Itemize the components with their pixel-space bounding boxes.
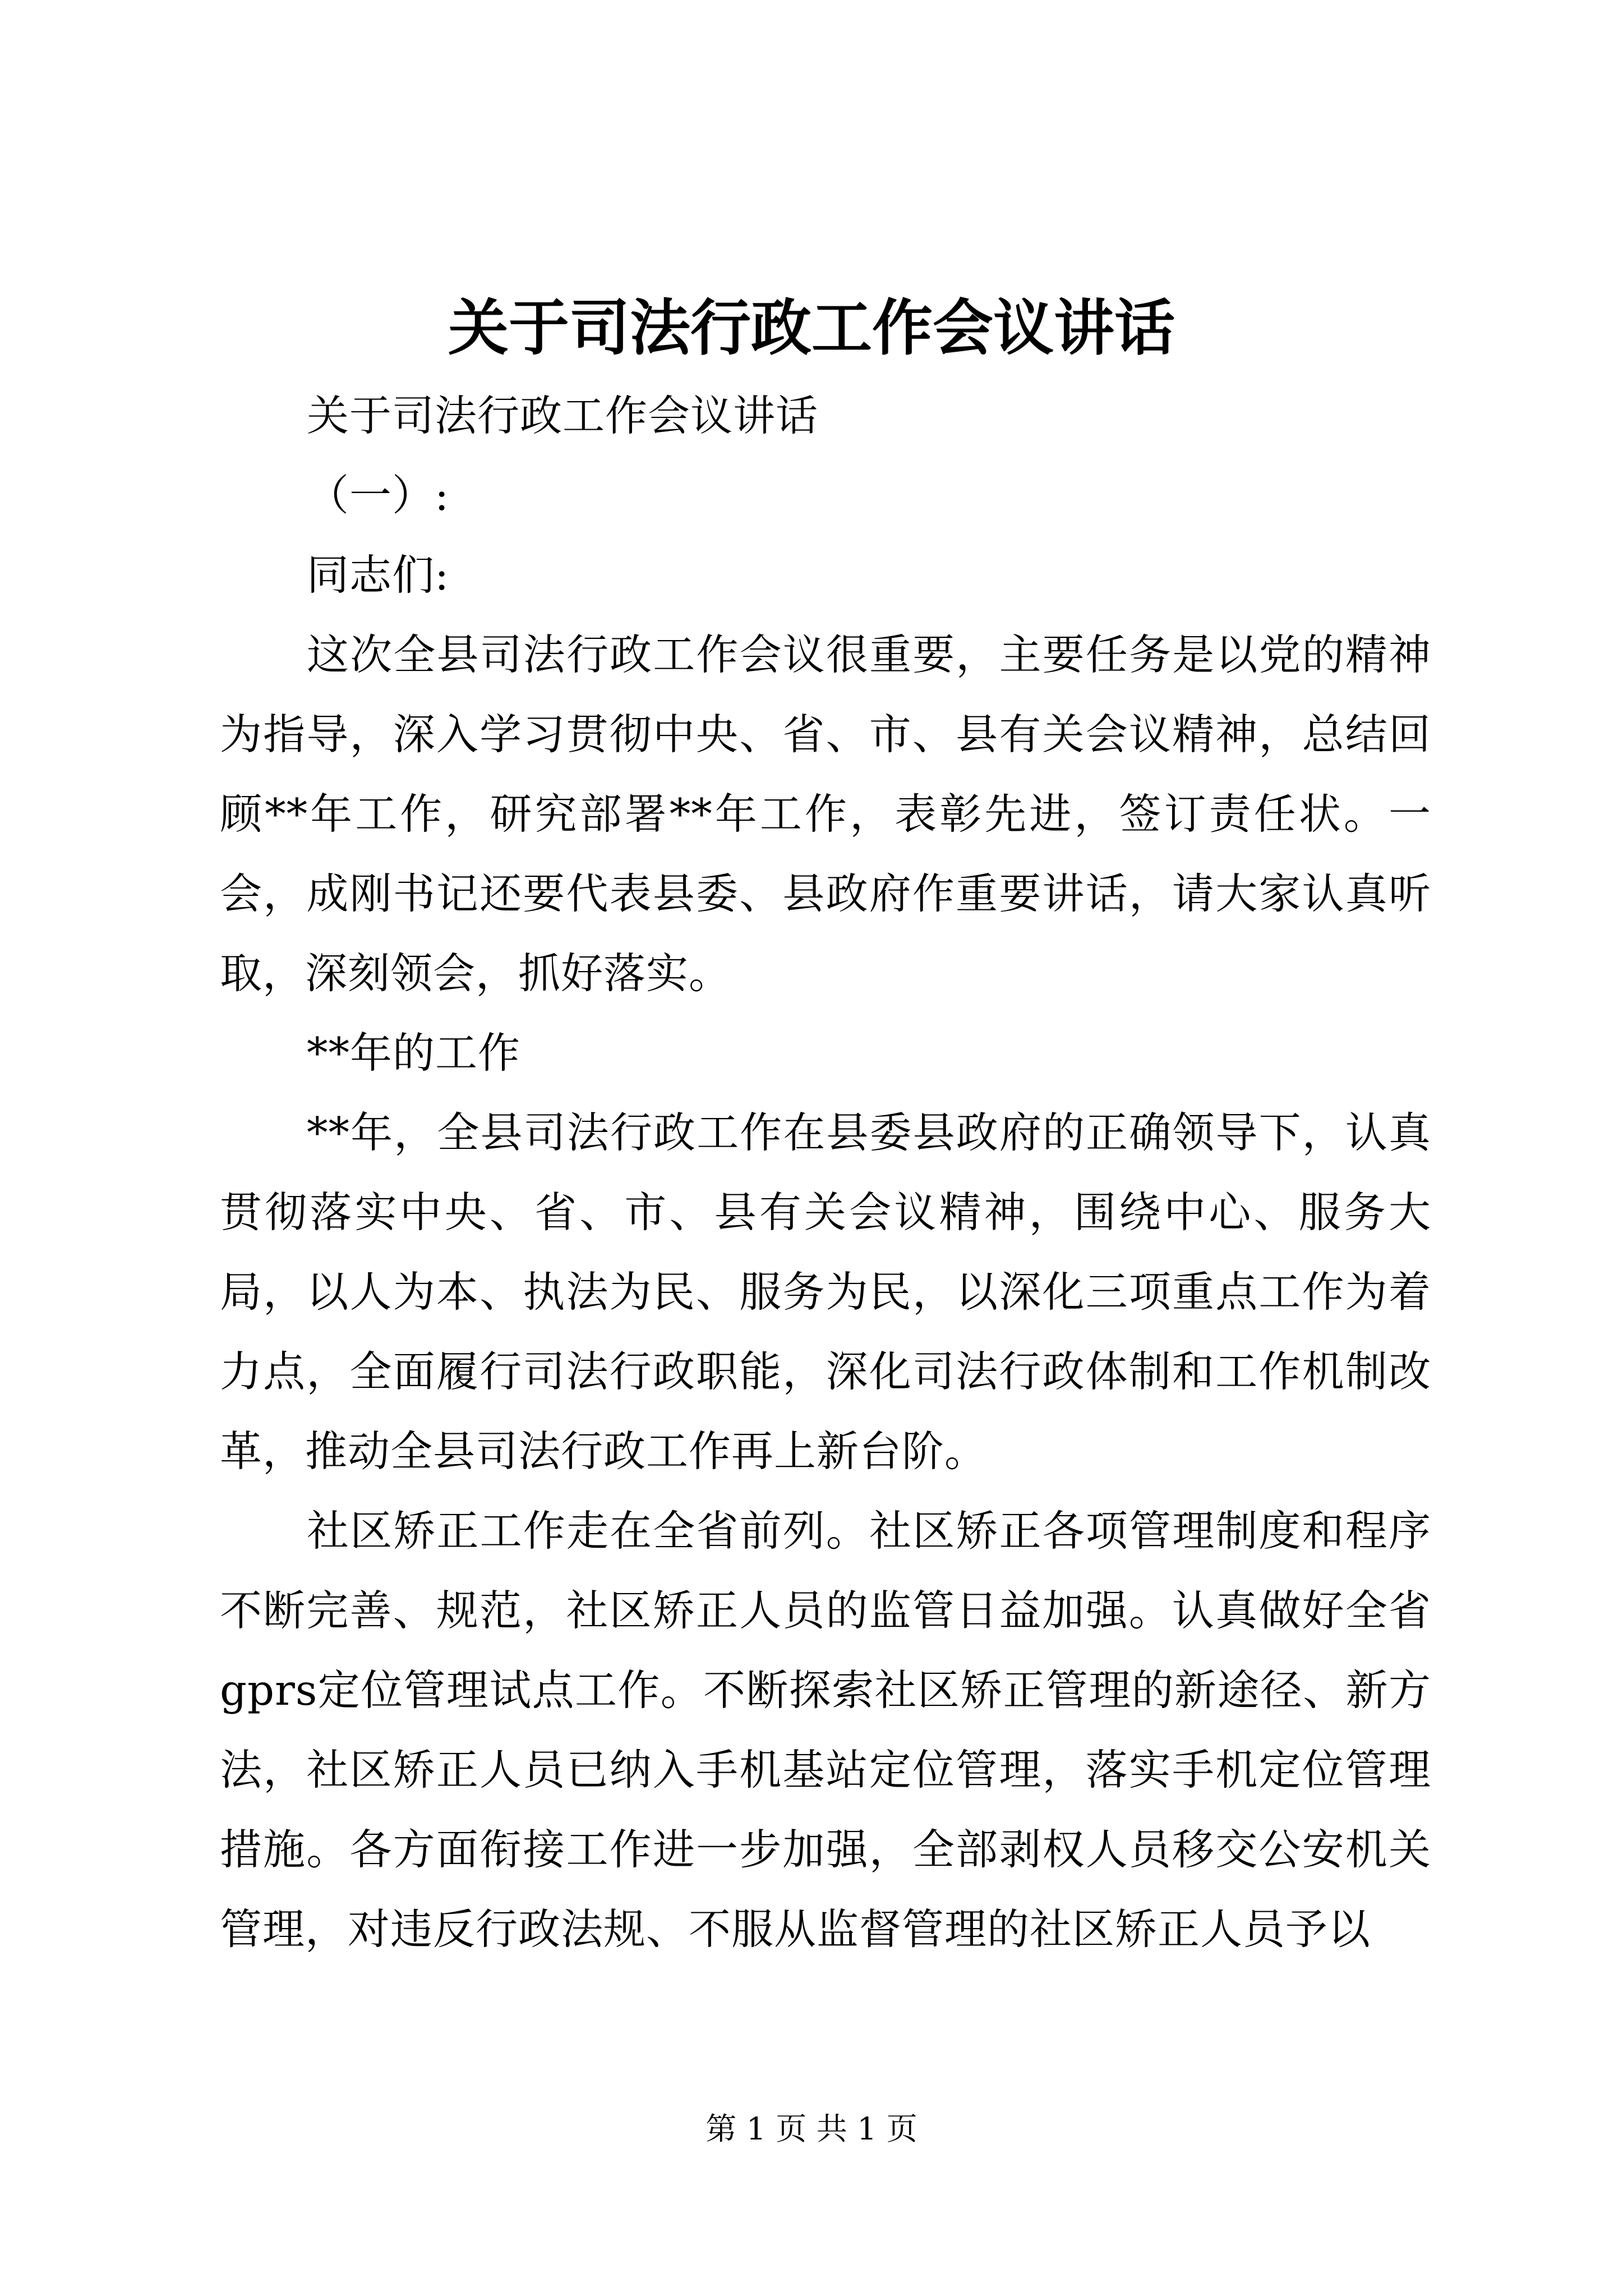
document-title: 关于司法行政工作会议讲话 (448, 293, 1175, 364)
paragraph-salutation: 同志们: (307, 550, 450, 600)
paragraph-section-number: （一）: (307, 471, 450, 520)
document-body (220, 376, 1431, 1969)
paragraph-work-summary: **年，全县司法行政工作在县委县政府的正确领导下，认真贯彻落实中央、省、市、县有关会议精神，围绕中心、服务大局，以人为本、执法为民、服务为民，以深化三项重点工作为着力点，全面履行司法行政职能，深化司法行政体制和工作机制改革，推动全县司法行政工作再上新台阶。 (220, 1108, 1431, 1476)
paragraph-heading-work: **年的工作 (307, 1028, 521, 1078)
paragraph-community-correction: 社区矫正工作走在全省前列。社区矫正各项管理制度和程序不断完善、规范，社区矫正人员的监管日益加强。认真做好全省gprs定位管理试点工作。不断探索社区矫正管理的新途径、新方法，社区矫正人员已纳入手机基站定位管理，落实手机定位管理措施。各方面衔接工作进一步加强，全部剥权人员移交公安机关管理，对违反行政法规、不服从监督管理的社区矫正人员予以 (220, 1506, 1431, 1954)
paragraph-subtitle: 关于司法行政工作会议讲话 (307, 391, 819, 440)
paragraph-intro: 这次全县司法行政工作会议很重要，主要任务是以党的精神为指导，深入学习贯彻中央、省、市、县有关会议精神，总结回顾**年工作，研究部署**年工作，表彰先进，签订责任状。一会，成刚书记还要代表县委、县政府作重要讲话，请大家认真听取，深刻领会，抓好落实。 (220, 630, 1431, 998)
page-footer: 第 1 页 共 1 页 (706, 2111, 917, 2147)
